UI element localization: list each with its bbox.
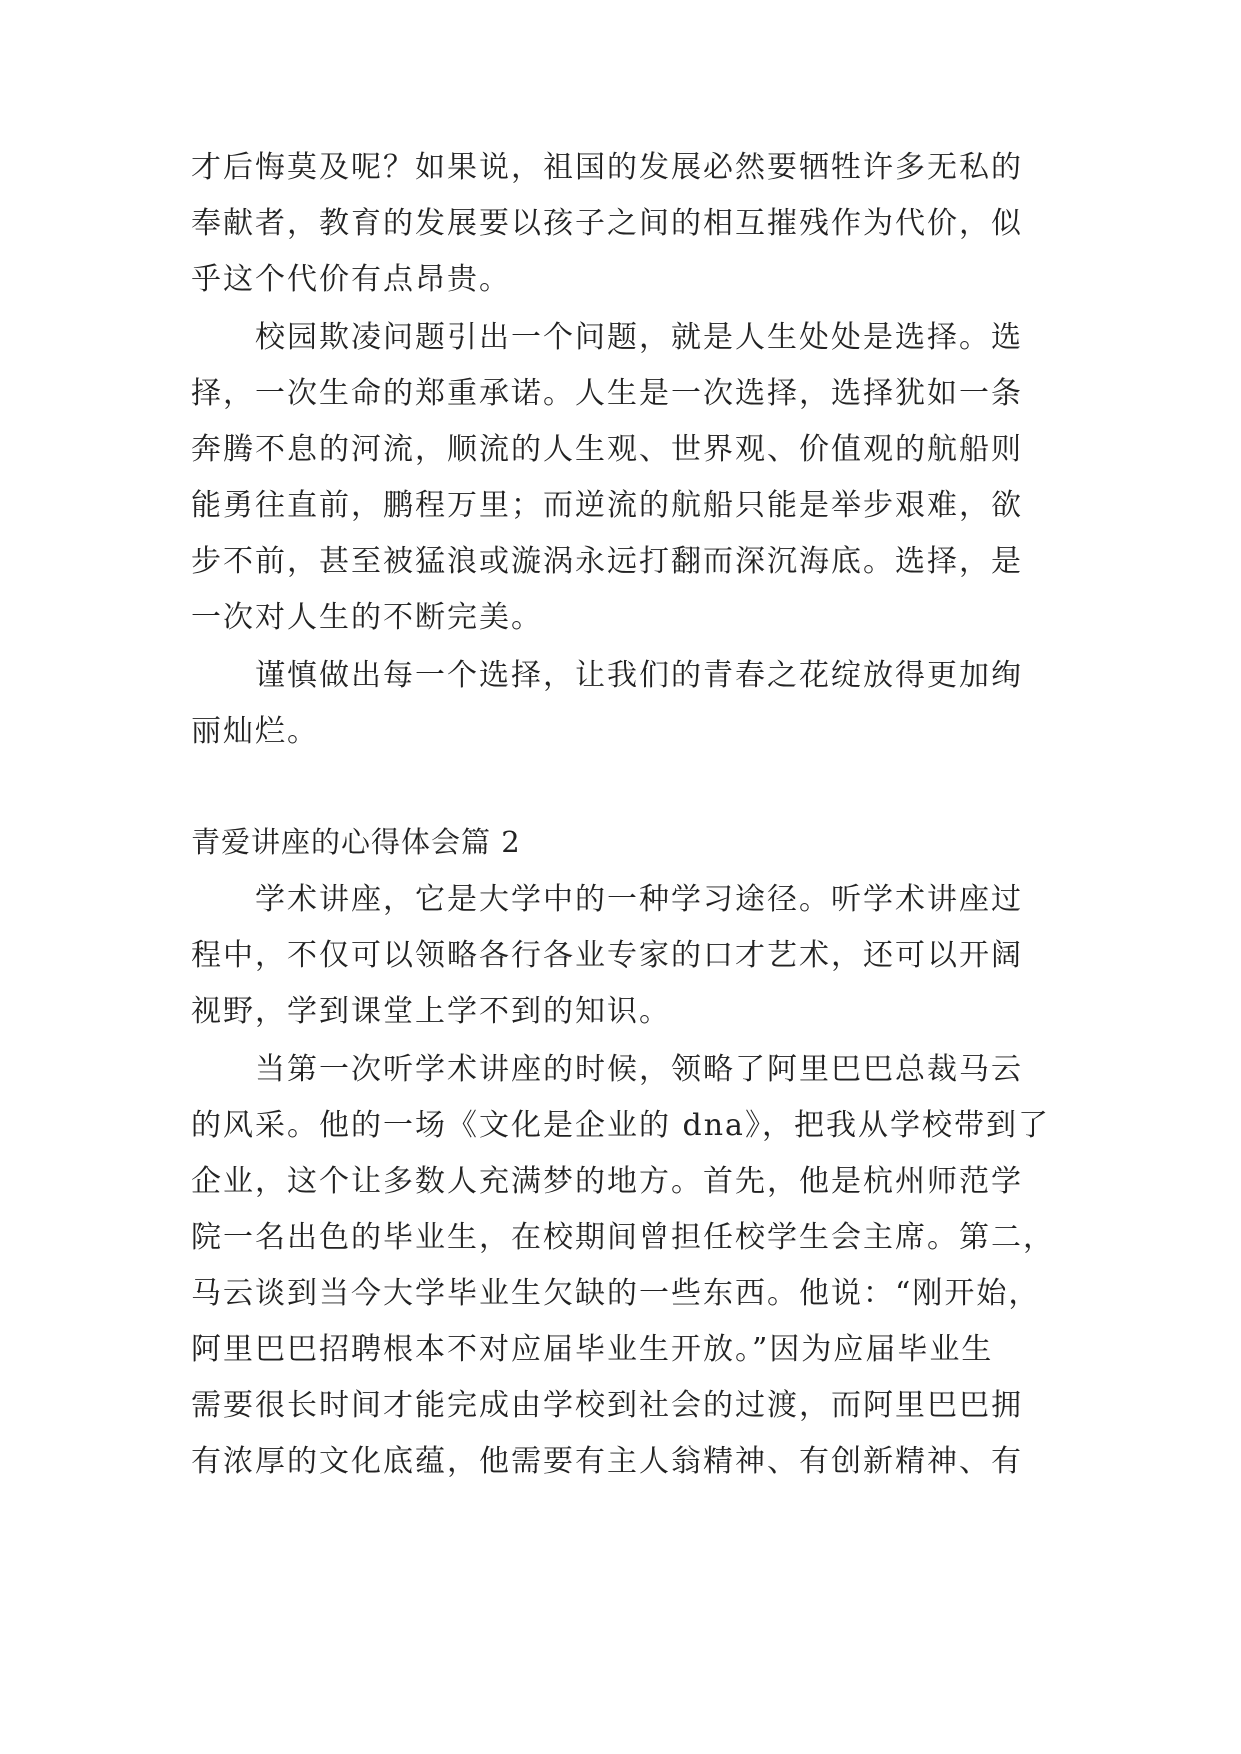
paragraph-line: 丽灿烂。	[191, 714, 319, 749]
paragraph-line: 需要很长时间才能完成由学校到社会的过渡，而阿里巴巴拥	[191, 1388, 1023, 1423]
paragraph-line: 阿里巴巴招聘根本不对应届毕业生开放。”因为应届毕业生	[191, 1332, 994, 1367]
paragraph-line: 才后悔莫及呢？如果说，祖国的发展必然要牺牲许多无私的	[191, 150, 1023, 185]
paragraph-line: 校园欺凌问题引出一个问题，就是人生处处是选择。选	[255, 320, 1023, 355]
paragraph-line: 谨慎做出每一个选择，让我们的青春之花绽放得更加绚	[255, 658, 1023, 693]
paragraph-line: 奔腾不息的河流，顺流的人生观、世界观、价值观的航船则	[191, 432, 1023, 467]
paragraph-line: 当第一次听学术讲座的时候，领略了阿里巴巴总裁马云	[255, 1052, 1023, 1087]
paragraph-line: 院一名出色的毕业生，在校期间曾担任校学生会主席。第二，	[191, 1220, 1055, 1255]
paragraph-line: 马云谈到当今大学毕业生欠缺的一些东西。他说：“刚开始，	[191, 1276, 1041, 1311]
paragraph-line: 有浓厚的文化底蕴，他需要有主人翁精神、有创新精神、有	[191, 1444, 1023, 1479]
paragraph-line: 能勇往直前，鹏程万里；而逆流的航船只能是举步艰难，欲	[191, 488, 1023, 523]
paragraph-line: 视野，学到课堂上学不到的知识。	[191, 994, 671, 1029]
paragraph-line: 程中，不仅可以领略各行各业专家的口才艺术，还可以开阔	[191, 938, 1023, 973]
paragraph-line: 一次对人生的不断完美。	[191, 600, 543, 635]
paragraph-line: 奉献者，教育的发展要以孩子之间的相互摧残作为代价，似	[191, 206, 1023, 241]
paragraph-line: 企业，这个让多数人充满梦的地方。首先，他是杭州师范学	[191, 1164, 1023, 1199]
paragraph-line: 的风采。他的一场《文化是企业的 dna》，把我从学校带到了	[191, 1108, 1050, 1143]
paragraph-line: 学术讲座，它是大学中的一种学习途径。听学术讲座过	[255, 882, 1023, 917]
section-heading: 青爱讲座的心得体会篇 2	[191, 825, 521, 859]
paragraph-line: 乎这个代价有点昂贵。	[191, 262, 511, 297]
paragraph-line: 择，一次生命的郑重承诺。人生是一次选择，选择犹如一条	[191, 376, 1023, 411]
paragraph-line: 步不前，甚至被猛浪或漩涡永远打翻而深沉海底。选择，是	[191, 544, 1023, 579]
